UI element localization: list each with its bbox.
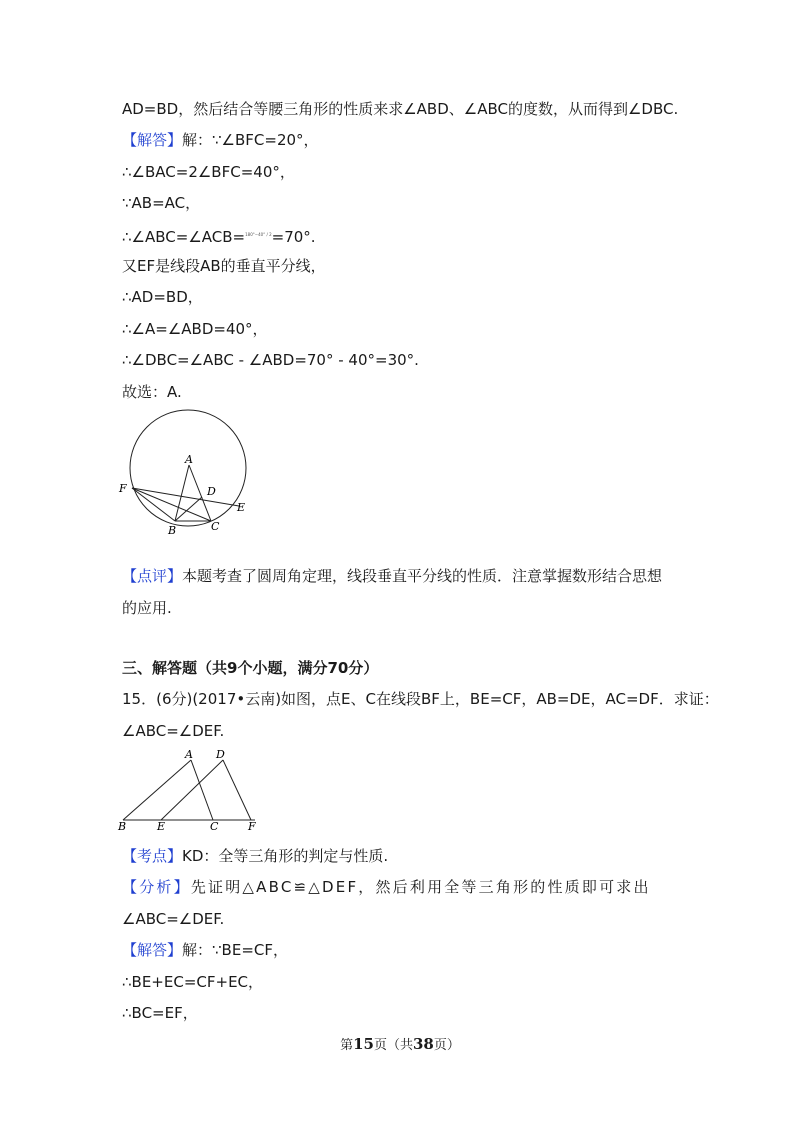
- segment-AB: [175, 465, 189, 521]
- step-1-text: ∴BE+EC=CF+EC，: [122, 973, 264, 991]
- review-tag: 【点评】: [122, 567, 183, 585]
- segment-BD: [175, 497, 202, 521]
- label-D: D: [207, 485, 216, 498]
- line-8-text: ∴∠A=∠ABD=40°，: [122, 320, 268, 338]
- kaodian-tag: 【考点】: [122, 847, 183, 865]
- label-B: B: [118, 820, 127, 832]
- footer-page: 15: [353, 1035, 374, 1053]
- line-6-text: 又EF是线段AB的垂直平分线，: [122, 257, 326, 275]
- q15-text-1: 15．(6分)(2017•云南)如图，点E、C在线段BF上，BE=CF，AB=DE，AC=DF．求证：: [122, 690, 719, 708]
- fenxi-text-2: ∠ABC=∠DEF.: [122, 910, 225, 928]
- step-2-text: ∴BC=EF，: [122, 1004, 198, 1022]
- line-7-text: ∴AD=BD，: [122, 288, 203, 306]
- label-B: B: [168, 524, 177, 537]
- fenxi-text: 先证明△ABC≌△DEF，然后利用全等三角形的性质即可求出: [190, 878, 651, 896]
- text-line-7: [122, 287, 203, 307]
- review-text: 本题考查了圆周角定理，线段垂直平分线的性质．注意掌握数形结合思想: [182, 567, 663, 585]
- footer-mid: 页（共: [373, 1038, 413, 1053]
- text-line-5: [122, 225, 316, 247]
- q15-text-2: ∠ABC=∠DEF.: [122, 722, 225, 740]
- label-D: D: [216, 748, 225, 761]
- line-9-text: ∴∠DBC=∠ABC - ∠ABD=70° - 40°=30°.: [122, 351, 419, 369]
- line-3-text: ∴∠BAC=2∠BFC=40°，: [122, 163, 295, 181]
- segment-DF: [223, 760, 251, 820]
- segment-FC: [132, 488, 211, 521]
- section-title: [122, 658, 378, 678]
- q15-line-1: [122, 689, 719, 709]
- review-text-2: 的应用.: [122, 599, 172, 617]
- text-line-3: [122, 162, 295, 182]
- segment-FE: [132, 488, 239, 506]
- step-line-1: [122, 972, 263, 992]
- line-5-post: =70°.: [271, 228, 316, 246]
- footer-pre: 第: [340, 1038, 354, 1053]
- line-10-text: 故选：A.: [122, 383, 182, 401]
- q15-line-2: [122, 721, 224, 741]
- text-line-4: [122, 193, 200, 213]
- fenxi-tag: 【分析】: [122, 878, 191, 896]
- fenxi-line: [122, 877, 651, 897]
- answer-line: [122, 130, 319, 150]
- footer-total: 38: [413, 1035, 434, 1053]
- kaodian-text: KD：全等三角形的判定与性质.: [182, 847, 389, 865]
- text-line-9: [122, 350, 419, 370]
- fraction: 180°−40° / 2: [245, 232, 272, 237]
- section-title-text: 三、解答题（共9个小题，满分70分）: [122, 659, 379, 677]
- segment-AC: [191, 760, 213, 820]
- label-C: C: [211, 520, 220, 533]
- jieda-tag: 【解答】: [122, 941, 183, 959]
- review-line-2: [122, 598, 172, 618]
- jieda-text: 解：∵BE=CF，: [182, 941, 288, 959]
- answer-tag: 【解答】: [122, 131, 183, 149]
- segment-FB: [132, 488, 175, 521]
- step-line-2: [122, 1003, 198, 1023]
- circle-figure: [115, 408, 265, 543]
- text-line-6: [122, 256, 326, 276]
- label-E: E: [237, 501, 246, 514]
- fenxi-line-2: [122, 909, 224, 929]
- line-5-pre: ∴∠ABC=∠ACB=: [122, 228, 246, 246]
- label-F: F: [119, 482, 127, 495]
- answer-text: 解：∵∠BFC=20°，: [182, 131, 319, 149]
- footer-post: 页）: [433, 1038, 460, 1053]
- jieda-line: [122, 940, 288, 960]
- label-A: A: [185, 748, 193, 761]
- line-1-text: AD=BD，然后结合等腰三角形的性质来求∠ABD、∠ABC的度数，从而得到∠DBC.: [122, 100, 679, 118]
- label-C: C: [210, 820, 219, 832]
- text-line-8: [122, 319, 268, 339]
- review-line-1: [122, 566, 662, 586]
- label-A: A: [185, 453, 193, 466]
- label-F: F: [248, 820, 256, 832]
- kaodian-line: [122, 846, 388, 866]
- page-footer: [0, 1034, 800, 1053]
- line-4-text: ∵AB=AC，: [122, 194, 201, 212]
- text-line-1: [122, 99, 678, 119]
- label-E: E: [157, 820, 166, 832]
- segment-BA: [123, 760, 191, 820]
- segment-ED: [161, 760, 223, 820]
- text-line-10: [122, 382, 182, 402]
- triangles-figure: [115, 746, 265, 832]
